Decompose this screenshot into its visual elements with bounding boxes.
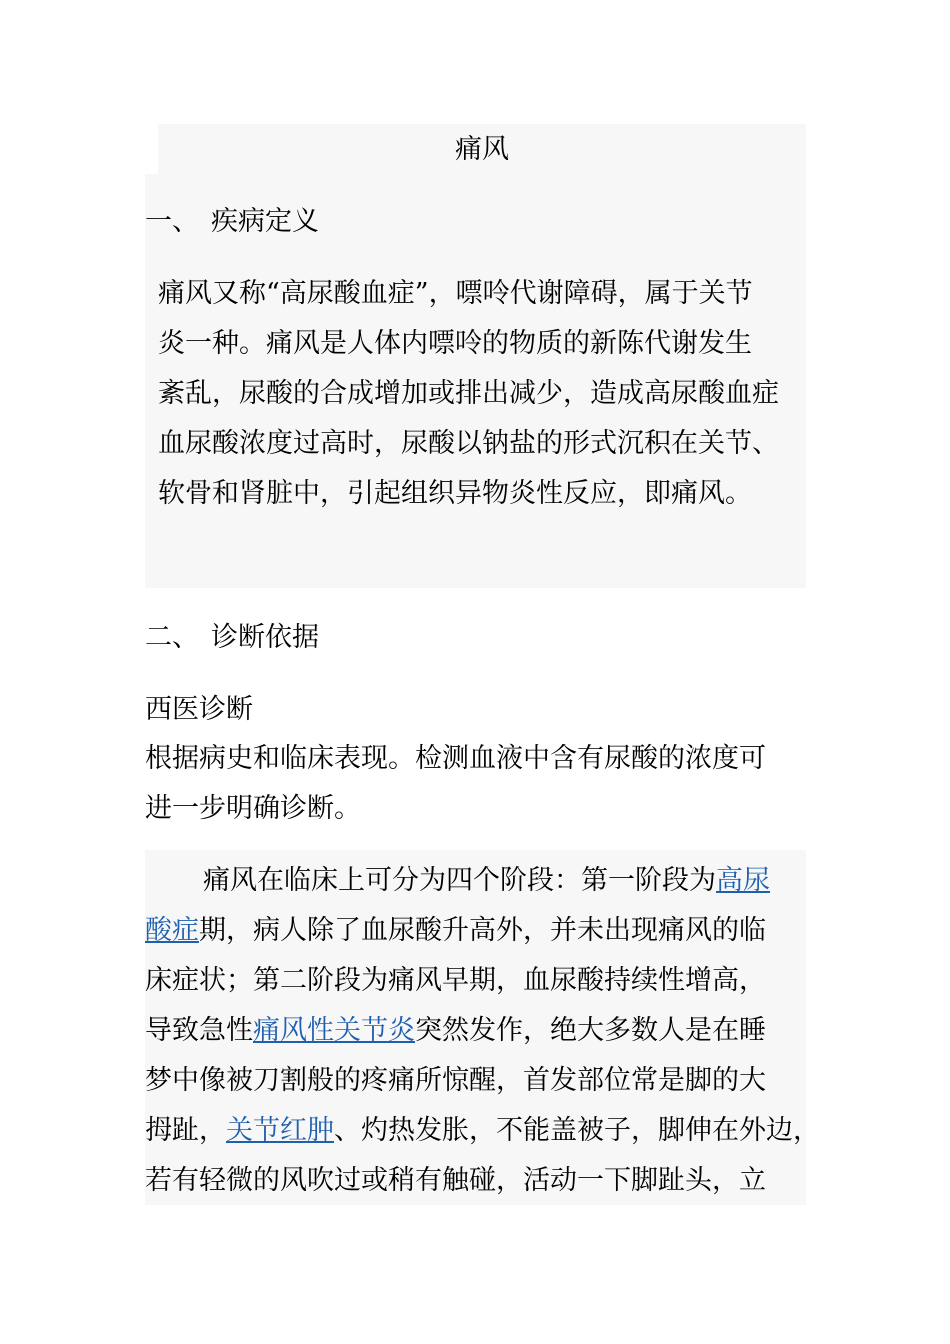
text-run: 导致急性	[145, 1015, 253, 1046]
paragraph-line	[145, 906, 820, 956]
section-heading-definition	[145, 202, 319, 242]
section-heading-diagnosis	[145, 618, 319, 658]
paragraph-line: 软骨和肾脏中，引起组织异物炎性反应，即痛风。	[158, 478, 752, 509]
text-run: 拇趾，	[145, 1115, 226, 1146]
definition-paragraph	[158, 269, 779, 519]
link-hyperuricemia[interactable]: 高尿	[716, 865, 770, 896]
paragraph-line	[145, 1106, 820, 1156]
paragraph-line: 根据病史和临床表现。检测血液中含有尿酸的浓度可	[145, 743, 766, 774]
section-number: 一、	[145, 206, 199, 237]
paragraph-line: 炎一种。痛风是人体内嘌呤的物质的新陈代谢发生	[158, 328, 752, 359]
text-run: 期，病人除了血尿酸升高外，并未出现痛风的临	[199, 915, 766, 946]
link-joint-swelling[interactable]: 关节红肿	[226, 1115, 334, 1146]
section-title: 疾病定义	[211, 206, 319, 237]
paragraph-line	[145, 856, 820, 906]
paragraph-line: 紊乱，尿酸的合成增加或排出减少，造成高尿酸血症	[158, 378, 779, 409]
stages-paragraph	[145, 856, 820, 1206]
text-run: 突然发作，绝大多数人是在睡	[415, 1015, 766, 1046]
paragraph-line: 床症状；第二阶段为痛风早期，血尿酸持续性增高，	[145, 965, 766, 996]
paragraph-line: 痛风又称“高尿酸血症”，嘌呤代谢障碍，属于关节	[158, 278, 753, 309]
paragraph-line: 梦中像被刀割般的疼痛所惊醒，首发部位常是脚的大	[145, 1065, 766, 1096]
paragraph-line: 若有轻微的风吹过或稍有触碰，活动一下脚趾头，立	[145, 1165, 766, 1196]
paragraph-line: 血尿酸浓度过高时，尿酸以钠盐的形式沉积在关节、	[158, 428, 779, 459]
link-gouty-arthritis[interactable]: 痛风性关节炎	[253, 1015, 415, 1046]
link-hyperuricemia-cont[interactable]: 酸症	[145, 915, 199, 946]
page-title: 痛风	[455, 134, 509, 165]
subheading-western-diagnosis: 西医诊断	[145, 694, 253, 725]
section-number: 二、	[145, 622, 199, 653]
paragraph-line	[145, 1006, 820, 1056]
diagnosis-paragraph	[145, 734, 766, 834]
text-run: 痛风在临床上可分为四个阶段：第一阶段为	[203, 865, 716, 896]
section-title: 诊断依据	[211, 622, 319, 653]
text-run: 、灼热发胀，不能盖被子，脚伸在外边，	[334, 1115, 820, 1146]
paragraph-line: 进一步明确诊断。	[145, 793, 361, 824]
